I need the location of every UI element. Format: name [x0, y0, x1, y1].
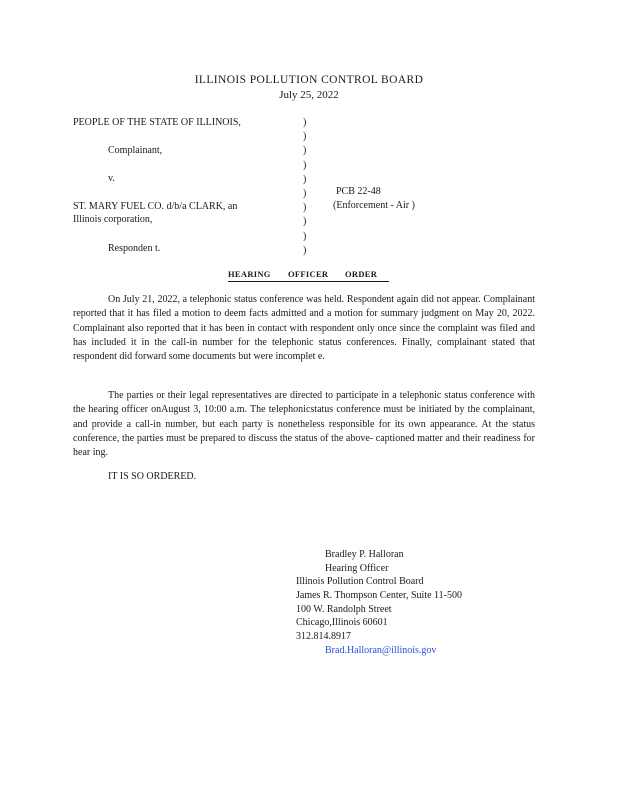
signer-title: Hearing Officer — [325, 563, 389, 574]
paragraph-status-report-text: On July 21, 2022, a telephonic status conference was held. Respondent again did not appear. Complainant reported that it has filed a motion to deem facts admitted and a motion for summary judgment on May 20, 2022. Complainant also reported that it has been in contact with respondent only once since the complaint was filed and has included it in the call-in number for the telephonic status conferences. Finally, complainant stated that respondent did forward some documents but were incomplet e. — [73, 294, 535, 363]
caption-paren: ) — [303, 117, 307, 128]
respondent-label: Responden t. — [108, 243, 161, 254]
case-number: PCB 22-48 — [336, 186, 381, 197]
signer-building: James R. Thompson Center, Suite 11-500 — [296, 590, 462, 601]
caption-paren: ) — [303, 216, 307, 228]
signer-email-link[interactable]: Brad.Halloran@illinois.gov — [325, 645, 437, 656]
caption-paren: ) — [303, 244, 307, 256]
so-ordered: IT IS SO ORDERED. — [108, 471, 197, 482]
order-date: July 25, 2022 — [279, 89, 339, 101]
order-title-officer: OFFICER — [288, 269, 329, 279]
caption-paren: ) — [303, 131, 307, 143]
complainant-label: Complainant, — [108, 145, 163, 156]
versus-label: v. — [108, 173, 115, 184]
board-heading: ILLINOIS POLLUTION CONTROL BOARD — [194, 74, 424, 86]
paragraph-status-report — [73, 293, 535, 364]
plaintiff-name: PEOPLE OF THE STATE OF ILLINOIS, — [73, 117, 241, 128]
signer-phone: 312.814.8917 — [296, 631, 351, 642]
caption-paren: ) — [303, 188, 307, 200]
caption-paren: ) — [303, 202, 307, 214]
signer-name: Bradley P. Halloran — [325, 549, 404, 560]
signer-street: 100 W. Randolph Street — [296, 604, 392, 615]
order-title-order: ORDER — [345, 269, 378, 279]
caption-paren: ) — [303, 173, 307, 185]
paragraph-directive-text: The parties or their legal representatives are directed to participate in a telephonic status conference with the hearing officer onAugust 3, 10:00 a.m. The telephonicstatus conference must be initiated by the complainant, and provide a call-in number, but each party is nonetheless responsible for its own appearance. At the status conference, the parties must be prepared to discuss the status of the above- captioned matter and their readiness for hear ing. — [73, 390, 535, 459]
signer-city: Chicago,Illinois 60601 — [296, 617, 388, 628]
order-title-underline — [228, 281, 389, 282]
caption-paren: ) — [303, 145, 307, 157]
caption-paren-column — [303, 116, 306, 258]
caption-paren: ) — [303, 159, 307, 171]
order-title-hearing: HEARING — [228, 269, 271, 279]
signer-organization: Illinois Pollution Control Board — [296, 576, 424, 587]
respondent-entity: Illinois corporation, — [73, 214, 153, 225]
caption-paren: ) — [303, 230, 307, 242]
respondent-name: ST. MARY FUEL CO. d/b/a CLARK, an — [73, 201, 238, 212]
case-type: (Enforcement - Air ) — [333, 200, 415, 211]
paragraph-directive — [73, 389, 535, 460]
